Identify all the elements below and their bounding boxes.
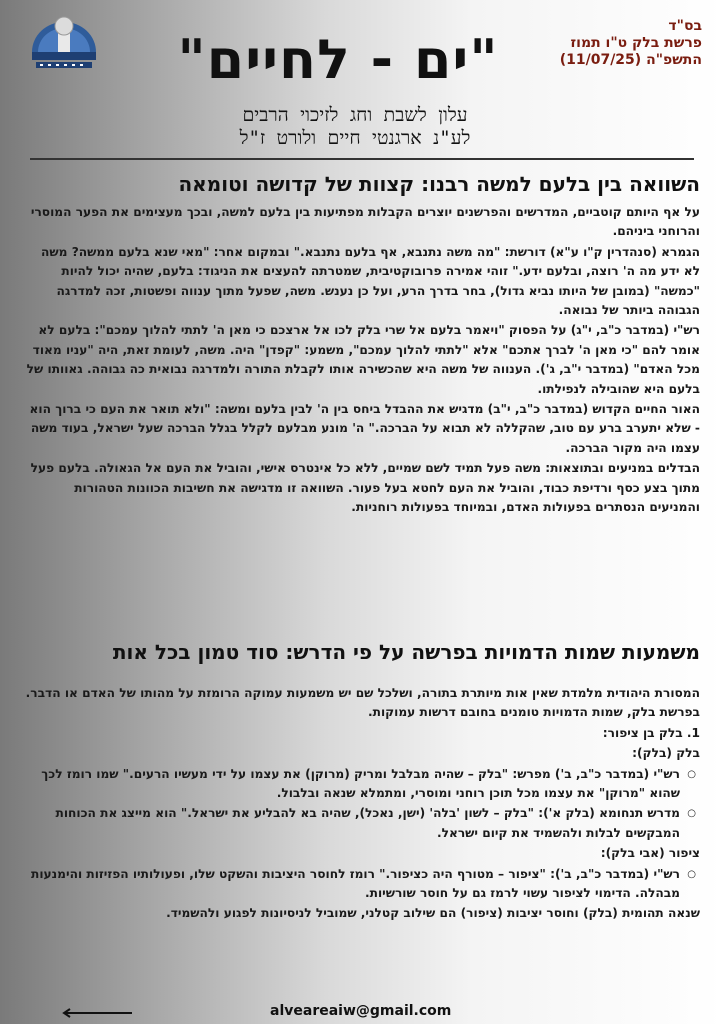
section-1-title: השוואה בין בלעם למשה רבנו: קצוות של קדושה וטומאה (178, 172, 700, 196)
paragraph: שנאה תהומית (בלק) וחוסר יציבות (ציפור) הם שילוב קטלני, שמוביל לניסיונות לפגוע ולהשמיד. (166, 906, 700, 921)
list-item: ○ מדרש תנחומא (בלק א'): "בלק – לשון 'בלה' (ישן, נאכל), שהיה בא להבליע את ישראל." הוא מייצג את הכוחות המבקשים לבלות ולהשמיד את קיום ישראל. (24, 804, 700, 843)
subtitle-line-2: לע"נ ארגנטי חיים ולורט ז"ל (239, 127, 471, 149)
paragraph: הגמרא (סנהדרין ק"ו ע"א) דורשת: "מה משה נתנבא, אף בלעם נתנבא." ובמקום אחר: "מאי שנא בלעם ממשה? משה לא ידע מה ה' רוצה, ובלעם ידע." זוהי אמירה פרובוקטיבית, שמטרתה להעצים את הניגוד: בלעם, שהיה יכול להיות "כמשה" (במובן של היותו נביא גדול), בחר בדרך הרע, ועל כן נענש. משה, שפעל מתוך ענווה ופשטות, זכה למדרגה הגבוהה ביותר של נבואה. (41, 244, 700, 318)
date-label: התשפ"ה (11/07/25) (559, 52, 702, 68)
paragraph: על אף היותם קוטביים, המדרשים והפרשנים יוצרים הקבלות מפתיעות בין בלעם למשה, ובכך מעצימים את הפער המוסרי והרוחני ביניהם. (30, 205, 700, 239)
subtitle (120, 104, 590, 150)
sub-heading: בלק (בלק): (632, 746, 700, 761)
paragraph: המסורת היהודית מלמדת שאין אות מיותרת בתורה, ושלכל שם יש משמעות עמוקה הרומזת על מהותו של האדם או הדבר. בפרשת בלק, שמות הדמויות טומנים בחובם דרשות עמוקות. (25, 686, 700, 720)
divider (30, 158, 694, 160)
list-heading: 1. בלק בן ציפור: (602, 725, 700, 740)
parasha-label: פרשת בלק ט"ו תמוז (570, 35, 702, 51)
arrow-left-icon (60, 1008, 132, 1018)
section-2-title: משמעות שמות הדמויות בפרשה על פי הדרש: סוד טמון בכל אות (112, 640, 700, 664)
section-1-body (24, 203, 700, 519)
subtitle-line-1: עלון לשבת וחג לזיכוי הרבים (242, 104, 468, 126)
page-title: "ים - לחיים" (177, 28, 499, 91)
section-2-body (24, 684, 700, 925)
logo-icon (28, 12, 100, 76)
list-item: ○ רש"י (במדבר כ"ב, ב') מפרש: "בלק – שהיה מבלבל ומריק (מרוקן) את עצמו על ידי מעשיו הרעים." שמו רומז לכך שהוא "מרוקן" את עצמו מכל תוכן רוחני ומוסרי, ומתמלא שנאה ובלבול. (24, 765, 700, 804)
paragraph: הבדלים במניעים ובתוצאות: משה פעל תמיד לשם שמיים, ללא כל אינטרס אישי, והוביל את העם אל הגאולה. בלעם פעל מתוך בצע כסף ורדיפת כבוד, והוביל את העם לחטא בעל פעור. השוואה זו מדגישה את חשיבות הכוונות הטהורות והמניעים הנסתרים בפעולות האדם, ובמיוחד בפעולות רוחניות. (30, 461, 700, 515)
bsd-label: בס"ד (668, 18, 702, 34)
footer-email[interactable]: alveareaiw@gmail.com (270, 1003, 452, 1019)
paragraph: רש"י (במדבר כ"ב, י"ג) על הפסוק "ויאמר בלעם אל שרי בלק לכו אל ארצכם כי מאן ה' לתתי להלוך עמכם": בלעם לא אומר להם "כי מאן ה' לברך אתכם" אלא "לתתי להלוך עמכם", משמע: "קפדן" היה. משה, לעומת זאת, היה "עניו מאוד מכל האדם" (במדבר י"ב, ג'). הענווה של משה היא שהכשירה אותו לקבלת התורה ולמדרגה נבואית כה גבוהה. גאוותו של בלעם היא שהובילה לנפילתו. (26, 323, 700, 396)
paragraph: האור החיים הקדוש (במדבר כ"ב, י"ב) מדגיש את ההבדל ביחס בין ה' לבין בלעם ומשה: "ולא תואר את העם כי ברוך הוא - שלא יתערב ברע עם טוב, שהקללה לא תבוא על הברכה." ה' מונע מבלעם לקלל בגלל הברכה שעל ישראל, בעוד משה עצמו היה מקור הברכה. (29, 402, 700, 455)
list-item: ○ רש"י (במדבר כ"ב, ב'): "ציפור – מטורף היה כציפור." רומז לחוסר היציבות והשקט שלו, ופעולותיו הפזיזות והימנעות מבהלה. הדימוי לציפור עשוי לרמז גם על חוסר שורשיות. (24, 865, 700, 904)
header-info (560, 18, 702, 69)
sub-heading: ציפור (אבי בלק): (600, 846, 700, 861)
